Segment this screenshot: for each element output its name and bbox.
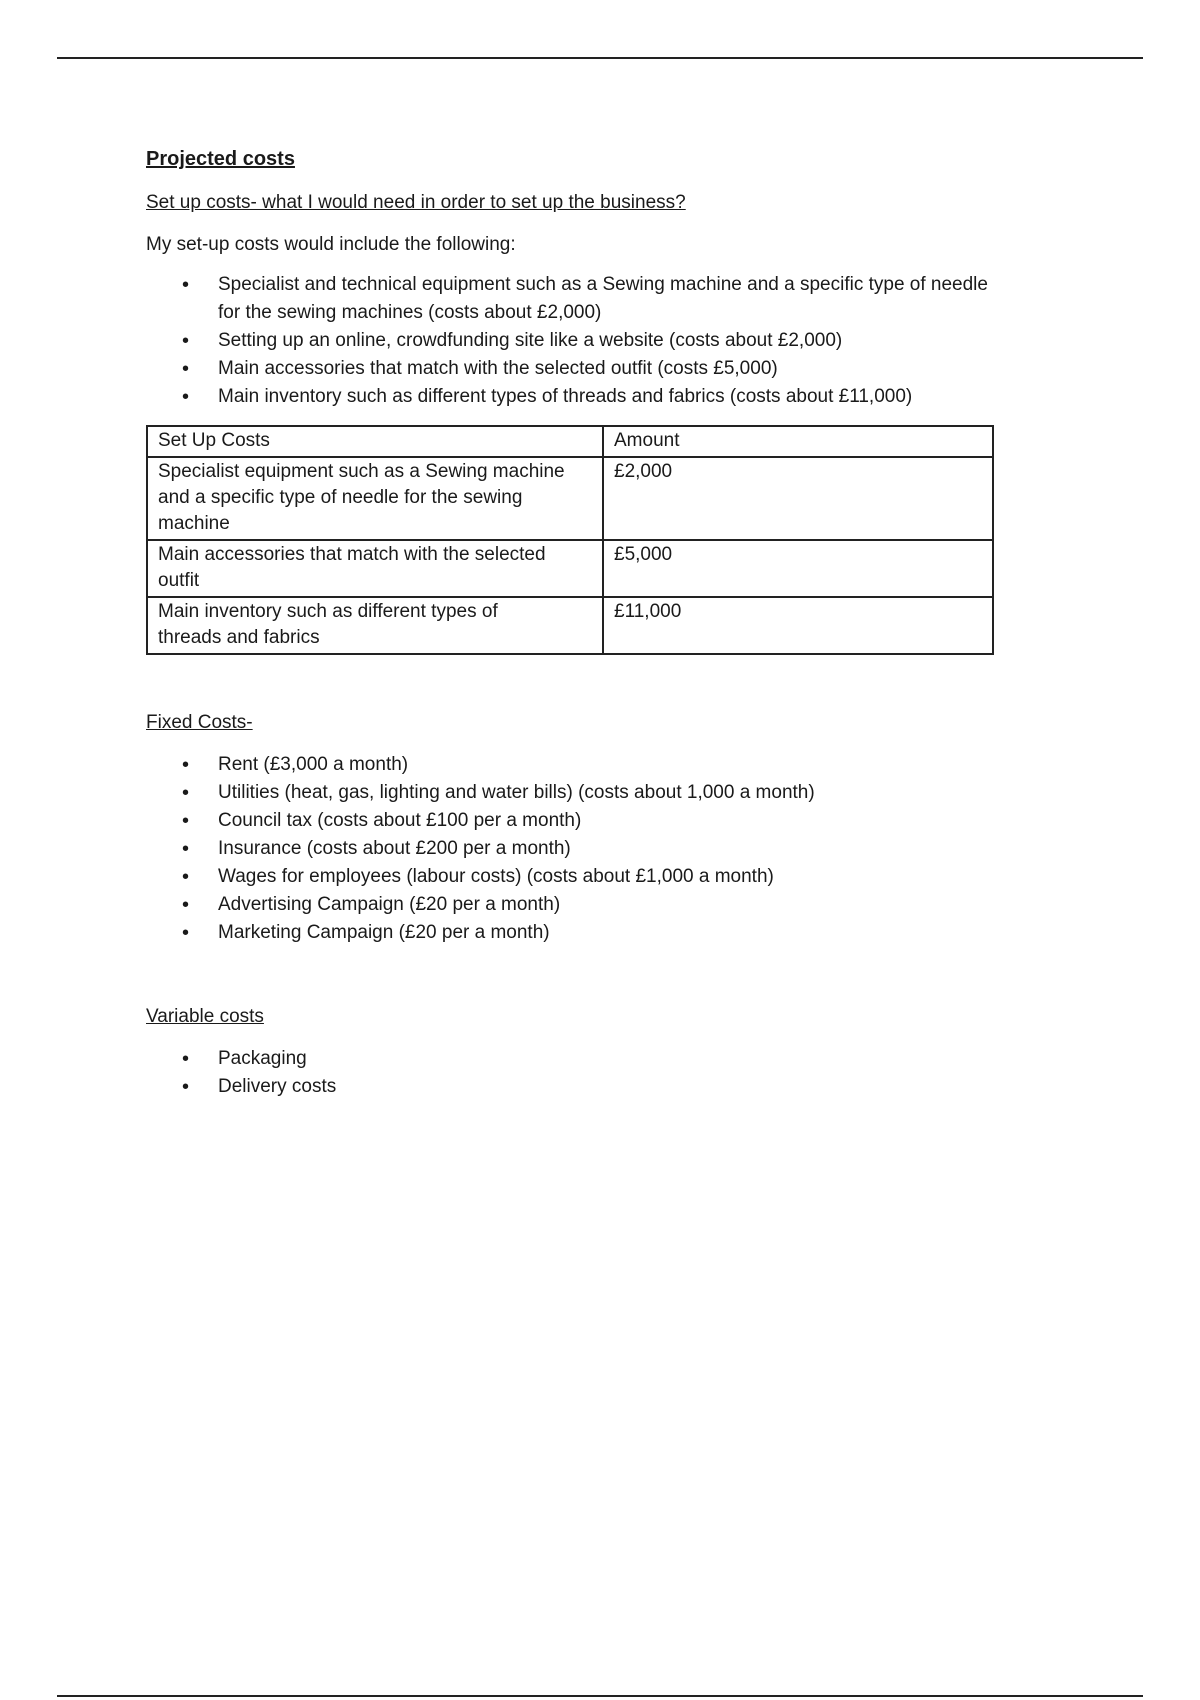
column-header-amount: Amount — [603, 426, 993, 457]
list-item — [146, 327, 1046, 355]
top-rule — [57, 57, 1143, 59]
list-item — [146, 779, 1046, 807]
bullet-icon — [182, 779, 192, 808]
setup-costs-list — [146, 271, 1046, 411]
fixed-costs-list — [146, 751, 1046, 947]
bullet-icon — [182, 751, 192, 780]
variable-costs-list — [146, 1045, 1046, 1101]
table-cell-amount: £5,000 — [603, 540, 993, 597]
list-item — [146, 751, 1046, 779]
table-header-row — [147, 426, 993, 457]
cell-line: Main inventory such as different types of — [158, 601, 498, 622]
document-body — [146, 145, 1046, 1115]
table-cell-description — [147, 457, 603, 540]
cell-line: outfit — [158, 570, 200, 591]
list-item-text: Main accessories that match with the selected outfit (costs £5,000) — [218, 358, 778, 379]
list-item — [146, 383, 1046, 411]
list-item-text: Advertising Campaign (£20 per a month) — [218, 894, 561, 915]
setup-costs-heading: Set up costs- what I would need in order to set up the business? — [146, 192, 686, 213]
list-item-text: Utilities (heat, gas, lighting and water bills) (costs about 1,000 a month) — [218, 782, 815, 803]
list-item — [146, 919, 1046, 947]
bullet-icon — [182, 891, 192, 920]
table-cell-description — [147, 597, 603, 654]
table-cell-amount: £11,000 — [603, 597, 993, 654]
bullet-icon — [182, 1045, 192, 1074]
column-header-setup-costs: Set Up Costs — [147, 426, 603, 457]
page-title: Projected costs — [146, 148, 295, 170]
cell-line: machine — [158, 513, 230, 534]
cell-line: and a specific type of needle for the sewing — [158, 487, 523, 508]
list-item — [146, 835, 1046, 863]
bottom-rule — [57, 1695, 1143, 1697]
bullet-icon — [182, 919, 192, 948]
list-item — [146, 891, 1046, 919]
section-spacer — [146, 961, 1046, 1003]
bullet-icon — [182, 863, 192, 892]
list-item — [146, 355, 1046, 383]
list-item-text: Packaging — [218, 1048, 307, 1069]
list-item-text: Main inventory such as different types of threads and fabrics (costs about £11,000) — [218, 386, 913, 407]
list-item-text: Council tax (costs about £100 per a month) — [218, 810, 582, 831]
list-item-text: Setting up an online, crowdfunding site like a website (costs about £2,000) — [218, 330, 843, 351]
list-item-text: Rent (£3,000 a month) — [218, 754, 409, 775]
bullet-icon — [182, 271, 192, 300]
table-row — [147, 540, 993, 597]
list-item — [146, 1045, 1046, 1073]
list-item-text: Wages for employees (labour costs) (costs about £1,000 a month) — [218, 866, 774, 887]
setup-costs-table — [146, 425, 994, 655]
bullet-icon — [182, 807, 192, 836]
bullet-icon — [182, 327, 192, 356]
setup-intro: My set-up costs would include the following: — [146, 234, 516, 255]
list-item-text-continued: for the sewing machines (costs about £2,000) — [218, 302, 602, 323]
list-item — [146, 807, 1046, 835]
bullet-icon — [182, 383, 192, 412]
table-cell-amount: £2,000 — [603, 457, 993, 540]
list-item-text: Marketing Campaign (£20 per a month) — [218, 922, 550, 943]
bullet-icon — [182, 1073, 192, 1102]
list-item-text: Specialist and technical equipment such as a Sewing machine and a specific type of needle — [218, 274, 988, 295]
table-row — [147, 597, 993, 654]
list-item-text: Insurance (costs about £200 per a month) — [218, 838, 571, 859]
fixed-costs-heading: Fixed Costs- — [146, 712, 253, 733]
list-item — [146, 271, 1046, 327]
table-row — [147, 457, 993, 540]
bullet-icon — [182, 835, 192, 864]
list-item-text: Delivery costs — [218, 1076, 337, 1097]
list-item — [146, 863, 1046, 891]
bullet-icon — [182, 355, 192, 384]
list-item — [146, 1073, 1046, 1101]
cell-line: Main accessories that match with the selected — [158, 544, 546, 565]
table-cell-description — [147, 540, 603, 597]
variable-costs-heading: Variable costs — [146, 1006, 264, 1027]
cell-line: threads and fabrics — [158, 627, 320, 648]
cell-line: Specialist equipment such as a Sewing machine — [158, 461, 565, 482]
